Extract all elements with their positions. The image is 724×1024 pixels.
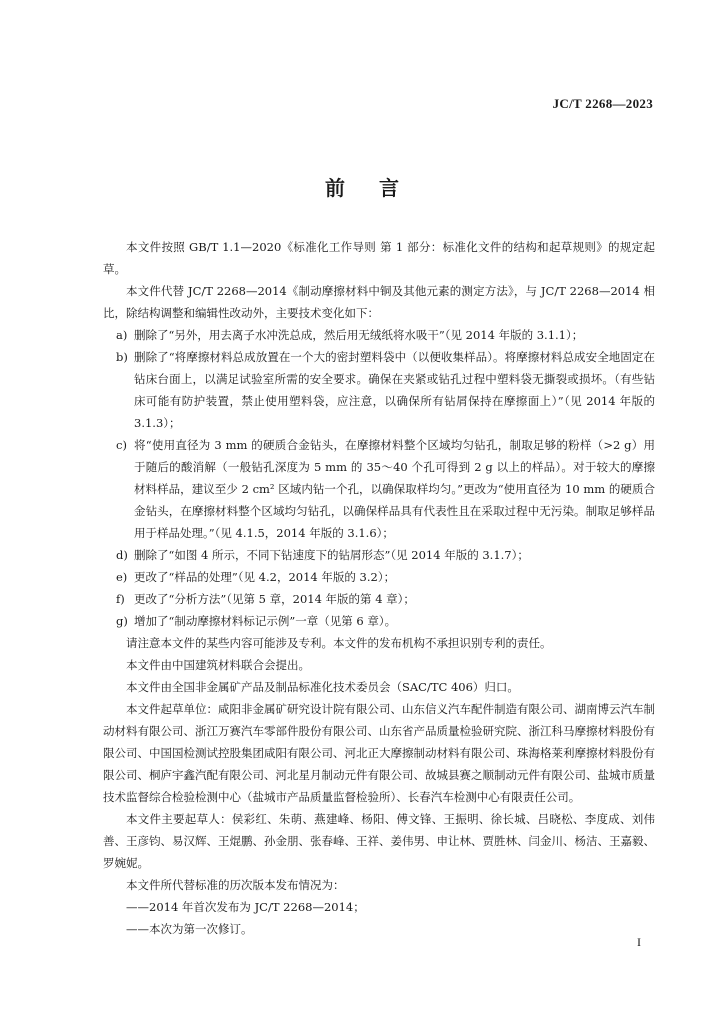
paragraph-replacement: 本文件代替 JC/T 2268—2014《制动摩擦材料中铜及其他元素的测定方法》，与 JC/T 2268—2014 相比，除结构调整和编辑性改动外，主要技术变化如下： — [103, 284, 655, 320]
change-item — [103, 588, 655, 610]
change-text: 将“使用直径为 3 mm 的硬质合金钻头，在摩擦材料整个区域均匀钻孔，制取足够的粉样（>2 g）用于随后的酸消解（一般钻孔深度为 5 mm 的 35～40 个孔可得到 2 g 以上的样品）。对于较大的摩擦材料样品，建议至少 2 cm² 区域内钻一个孔，以确保取样均匀。”更改为“使用直径为 10 mm 的硬质合金钻头，在摩擦材料整个区域均匀钻孔，以确保样品具有代表性且在采取过程中无污染。制取足够样品用于样品处理。”（见 4.1.5，2014 年版的 3.1.6）； — [134, 438, 655, 540]
change-text: 删除了“另外，用去离子水冲洗总成，然后用无绒纸将水吸干”（见 2014 年版的 3.1.1）； — [134, 328, 584, 342]
list-marker: g) — [116, 614, 128, 628]
list-marker: f) — [116, 592, 125, 606]
paragraph-history-intro: 本文件所代替标准的历次版本发布情况为： — [126, 878, 345, 892]
page-title: 前言 — [325, 176, 433, 200]
change-text: 增加了“制动摩擦材料标记示例”一章（见第 6 章）。 — [134, 614, 397, 628]
history-item: ——2014 年首次发布为 JC/T 2268—2014； — [126, 900, 365, 914]
paragraph-drafters: 本文件主要起草人：侯彩红、朱萌、燕建峰、杨阳、傅文锋、王振明、徐长城、吕晓松、李度成、刘伟善、王彦钧、易汉辉、王焜鹏、孙金朋、张春峰、王祥、姜伟男、申让林、贾胜林、闫金川、杨洁、王嘉毅、罗婉妮。 — [103, 812, 655, 870]
change-text: 删除了“如图 4 所示，不同下钻速度下的钻屑形态”（见 2014 年版的 3.1.7）； — [134, 548, 529, 562]
changes-list — [103, 324, 655, 632]
change-item — [103, 544, 655, 566]
list-marker: b) — [116, 350, 128, 364]
paragraph-proposer: 本文件由中国建筑材料联合会提出。 — [126, 658, 310, 672]
change-item — [103, 610, 655, 632]
paragraph-patent-notice: 请注意本文件的某些内容可能涉及专利。本文件的发布机构不承担识别专利的责任。 — [126, 636, 552, 650]
change-item — [103, 324, 655, 346]
change-text: 更改了“样品的处理”（见 4.2，2014 年版的 3.2）； — [134, 570, 396, 584]
list-marker: e) — [116, 570, 128, 584]
page-number: I — [637, 935, 641, 949]
change-text: 删除了“将摩擦材料总成放置在一个大的密封塑料袋中（以便收集样品）。将摩擦材料总成安全地固定在钻床台面上，以满足试验室所需的安全要求。确保在夹紧或钻孔过程中塑料袋无撕裂或损坏。（有些钻床可能有防护装置，禁止使用塑料袋，应注意，以确保所有钻屑保持在摩擦面上）”（见 2014 年版的 3.1.3）； — [134, 350, 655, 430]
paragraph-drafting-rules: 本文件按照 GB/T 1.1—2020《标准化工作导则 第 1 部分：标准化文件的结构和起草规则》的规定起草。 — [103, 240, 655, 276]
history-item: ——本次为第一次修订。 — [126, 922, 253, 936]
paragraph-drafting-units: 本文件起草单位：咸阳非金属矿研究设计院有限公司、山东信义汽车配件制造有限公司、湖南博云汽车制动材料有限公司、浙江万赛汽车零部件股份有限公司、山东省产品质量检验研究院、浙江科马摩擦材料股份有限公司、中国国检测试控股集团咸阳有限公司、河北正大摩擦制动材料有限公司、珠海格莱利摩擦材料股份有限公司、桐庐宇鑫汽配有限公司、河北星月制动元件有限公司、故城县赛之顺制动元件有限公司、盐城市质量技术监督综合检验检测中心（盐城市产品质量监督检验所）、长春汽车检测中心有限责任公司。 — [103, 702, 655, 804]
list-marker: d) — [116, 548, 128, 562]
change-item — [103, 566, 655, 588]
standard-code: JC/T 2268—2023 — [552, 96, 653, 111]
change-text: 更改了“分析方法”（见第 5 章，2014 年版的第 4 章）； — [134, 592, 415, 606]
list-marker: c) — [116, 438, 127, 452]
foreword-body — [103, 236, 655, 940]
paragraph-committee: 本文件由全国非金属矿产品及制品标准化技术委员会（SAC/TC 406）归口。 — [126, 680, 519, 694]
change-item — [103, 346, 655, 434]
list-marker: a) — [116, 328, 128, 342]
change-item — [103, 434, 655, 544]
